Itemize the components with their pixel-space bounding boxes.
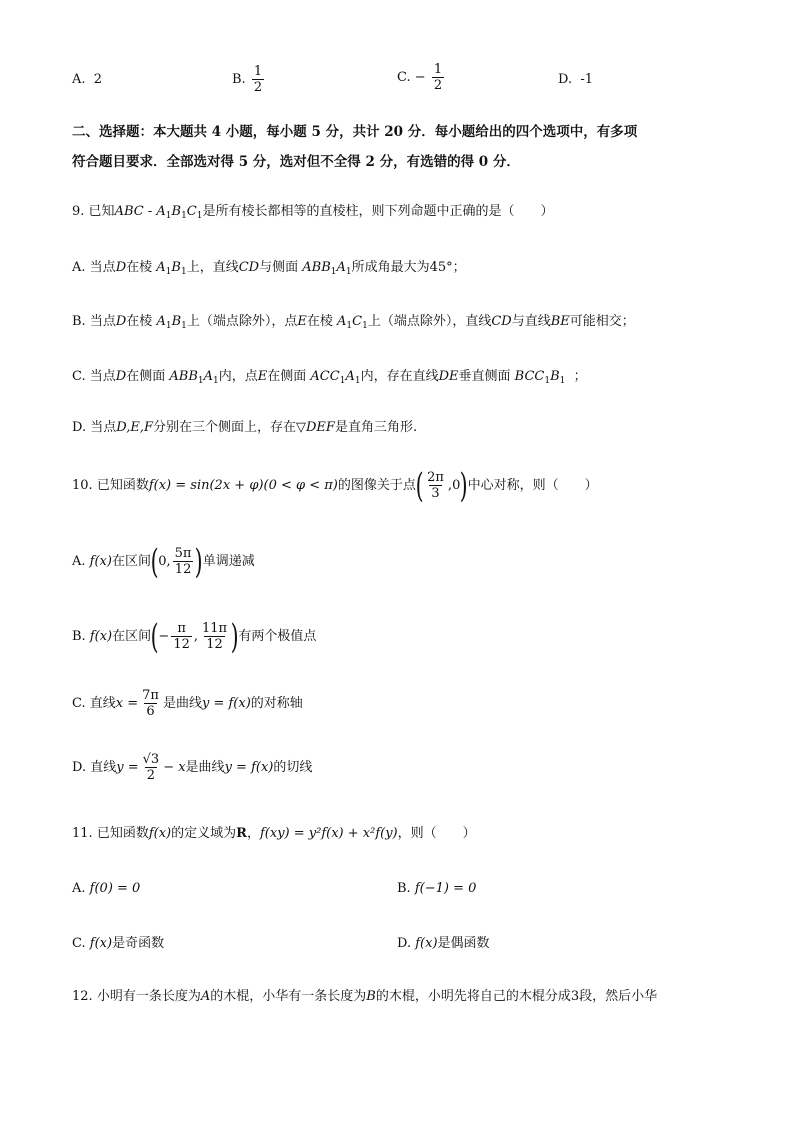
q10-option-d: [72, 748, 312, 788]
option-text: 在区间: [112, 629, 152, 644]
denominator: 2: [253, 80, 263, 95]
option-label: A.: [72, 554, 86, 569]
option-text: 所成角最大为: [351, 260, 430, 275]
option-text: 有两个极值点: [238, 629, 317, 644]
option-text: 当点: [89, 369, 116, 384]
comma: ,: [193, 629, 198, 644]
option-label: D.: [72, 420, 87, 435]
option-text: 上（端点除外），点: [186, 314, 298, 329]
denominator: 3: [431, 486, 440, 501]
stem-text: 的木棍，小明先将自己的木棍分成: [375, 989, 571, 1004]
option-text: 内，点: [218, 369, 258, 384]
math-var: E: [297, 314, 307, 329]
stem-text: 中心对称，则（ ）: [467, 478, 598, 493]
q9-stem: 9. 已知ABC - $A_1B_1C_1$是所有棱长都相等的直棱柱，则下列命题中正确的是（ ）: [72, 204, 554, 221]
point-y: ,0: [447, 478, 461, 493]
option-text: 在侧面: [267, 369, 307, 384]
stem-text: 的图像关于点: [337, 478, 416, 493]
option-text: 的对称轴: [250, 696, 303, 711]
option-text: 在侧面: [126, 369, 166, 384]
section-header-line1: 二、选择题：本大题共 4 小题，每小题 5 分，共计 20 分．每小题给出的四个选项中，有多项: [72, 124, 638, 140]
denominator: 12: [206, 637, 223, 652]
math-expr: f(x) = sin(2x + φ)(0 < φ < π): [148, 478, 338, 493]
denominator: 2: [433, 78, 443, 93]
math-expr: f(x): [89, 936, 113, 951]
q9-option-b: B. 当点D在棱 $A_1B_1$上（端点除外），点E在棱 $A_1C_1$上（端点除外），直线CD与直线BE可能相交；: [72, 314, 635, 331]
stem-text: 的木棍，小华有一条长度为: [210, 989, 367, 1004]
q8-option-d: [558, 72, 593, 87]
math-var: CD: [491, 314, 512, 329]
math-var: BE: [550, 314, 570, 329]
option-text: 在棱: [126, 314, 153, 329]
option-text: 是曲线: [162, 696, 202, 711]
option-text: 是直角三角形.: [334, 420, 418, 435]
option-label: A.: [72, 881, 86, 896]
option-label: D.: [72, 760, 87, 775]
denominator: 12: [173, 637, 190, 652]
q10-option-a: [72, 542, 255, 582]
angle-value: 45°: [429, 260, 453, 275]
option-text: 垂直侧面: [458, 369, 511, 384]
math-expr: x =: [115, 696, 139, 711]
option-text: 可能相交；: [569, 314, 635, 329]
option-label: B.: [397, 881, 411, 896]
math-expr: − x: [163, 760, 186, 775]
fraction: [252, 64, 264, 95]
numerator: 11π: [202, 621, 228, 636]
option-label: C.: [397, 70, 411, 85]
fraction: [171, 621, 192, 652]
q10-option-c: [72, 684, 303, 724]
math-var: D: [115, 314, 127, 329]
option-label: D.: [558, 72, 573, 87]
option-text: 直线: [89, 696, 116, 711]
q11-stem: [72, 824, 476, 844]
option-label: C.: [72, 369, 86, 384]
numerator: 1: [433, 62, 443, 77]
q12-stem: [72, 987, 657, 1007]
math-sep: -: [143, 204, 157, 219]
option-text: 当点: [89, 314, 116, 329]
fraction: [200, 621, 229, 652]
math-expr: y = f(x): [201, 696, 251, 711]
left-paren: (: [415, 465, 424, 506]
math-var: ▽DEF: [296, 420, 335, 435]
denominator: 12: [174, 562, 192, 577]
question-number: 9.: [72, 204, 85, 219]
math-expr: y =: [116, 760, 139, 775]
option-text: 在区间: [111, 554, 151, 569]
fraction: [140, 688, 161, 719]
math-var: E: [257, 369, 268, 384]
q8-option-a: [72, 72, 102, 87]
math-var: A: [156, 204, 166, 219]
math-expr: f(x): [148, 826, 172, 841]
numerator: π: [177, 621, 186, 636]
option-label: B.: [232, 72, 246, 87]
q8-option-b: [232, 64, 266, 95]
q11-option-d: [397, 934, 490, 954]
numerator: 1: [253, 64, 263, 79]
option-text: 直线: [90, 760, 117, 775]
option-label: A.: [72, 72, 86, 87]
option-text: 在棱: [126, 260, 153, 275]
q8-option-c: [397, 62, 446, 93]
q9-option-a: A. 当点D在棱 $A_1B_1$上，直线CD与侧面 $ABB_1A_1$所成角最大为45°；: [72, 260, 466, 277]
denominator: 2: [146, 768, 156, 783]
option-label: A.: [72, 260, 86, 275]
option-text: 当点: [90, 420, 117, 435]
stem-text: 是所有棱长都相等的直棱柱，则下列命题中正确的是（ ）: [202, 204, 554, 219]
option-text: 与直线: [511, 314, 551, 329]
math-expr: f(−1) = 0: [414, 881, 477, 896]
math-var: ABC: [114, 204, 144, 219]
option-value: 2: [93, 72, 103, 87]
math-var: B: [366, 989, 376, 1004]
math-var: DE: [438, 369, 459, 384]
option-label: C.: [72, 936, 86, 951]
number: 3: [570, 989, 580, 1004]
q10-stem: [72, 466, 598, 506]
math-expr: f(xy) = y²f(x) + x²f(y): [259, 826, 398, 841]
option-text: 是曲线: [185, 760, 225, 775]
option-text: 当点: [89, 260, 116, 275]
math-expr: f(x): [89, 629, 113, 644]
option-text: 的切线: [273, 760, 313, 775]
stem-text: 段，然后小华: [579, 989, 658, 1004]
q11-option-a: [72, 879, 140, 899]
fraction: [141, 752, 162, 783]
q9-option-c: C. 当点D在侧面 $ABB_1A_1$内，点E在侧面 $ACC_1A_1$内，存在直线DE垂直侧面 $BCC_1B_1$ ；: [72, 369, 587, 386]
q10-option-b: [72, 617, 316, 657]
option-text: ；: [573, 369, 587, 384]
option-label: B.: [72, 629, 86, 644]
option-text: 上，直线: [186, 260, 239, 275]
left-paren: (: [150, 541, 159, 582]
right-paren: ): [195, 541, 204, 582]
numerator: 2π: [427, 470, 444, 485]
option-label: B.: [72, 314, 86, 329]
option-label: D.: [397, 936, 412, 951]
numerator: √3: [142, 752, 160, 767]
stem-text: 的定义域为: [171, 826, 237, 841]
right-paren: ): [230, 616, 239, 657]
math-set: R: [236, 826, 247, 841]
option-text: 分别在三个侧面上，存在: [152, 420, 296, 435]
left-paren: (: [150, 616, 159, 657]
q9-option-d: [72, 418, 417, 438]
math-expr: f(0) = 0: [89, 881, 141, 896]
q11-option-c: [72, 934, 164, 954]
math-var: CD: [238, 260, 260, 275]
fraction: [173, 546, 194, 577]
option-text: 内，存在直线: [360, 369, 439, 384]
stem-text: 已知函数: [96, 478, 149, 493]
math-var: A: [200, 989, 211, 1004]
numerator: 5π: [174, 546, 192, 561]
question-number: 10.: [72, 478, 93, 493]
stem-text: 已知: [88, 204, 115, 219]
stem-text: 已知函数: [96, 826, 149, 841]
question-number: 11.: [72, 826, 93, 841]
stem-text: 小明有一条长度为: [96, 989, 201, 1004]
fraction: [432, 62, 444, 93]
option-label: C.: [72, 696, 86, 711]
math-expr: f(x): [415, 936, 438, 951]
option-text: 单调递减: [202, 554, 255, 569]
option-text: 与侧面: [259, 260, 299, 275]
option-text: 在棱: [306, 314, 333, 329]
fraction: [425, 470, 446, 501]
option-text: ；: [452, 260, 466, 275]
section-header-line2: 符合题目要求．全部选对得 5 分，选对但不全得 2 分，有选错的得 0 分．: [72, 154, 520, 170]
numerator: 7π: [142, 688, 159, 703]
math-var: D: [115, 369, 127, 384]
question-number: 12.: [72, 989, 93, 1004]
interval-left: 0,: [158, 554, 171, 569]
stem-text: ，则（ ）: [397, 826, 476, 841]
minus-sign: −: [414, 70, 426, 85]
option-value: -1: [580, 72, 594, 87]
math-expr: y = f(x): [224, 760, 274, 775]
math-var: D: [115, 260, 127, 275]
stem-text: ，: [246, 826, 260, 841]
minus-sign: −: [158, 629, 170, 644]
right-paren: ): [460, 465, 469, 506]
q11-option-b: [397, 879, 476, 899]
math-var: D,E,F: [116, 420, 153, 435]
option-text: 上（端点除外），直线: [367, 314, 492, 329]
denominator: 6: [146, 704, 155, 719]
option-text: 是奇函数: [112, 936, 165, 951]
option-text: 是偶函数: [437, 936, 490, 951]
math-expr: f(x): [89, 554, 112, 569]
